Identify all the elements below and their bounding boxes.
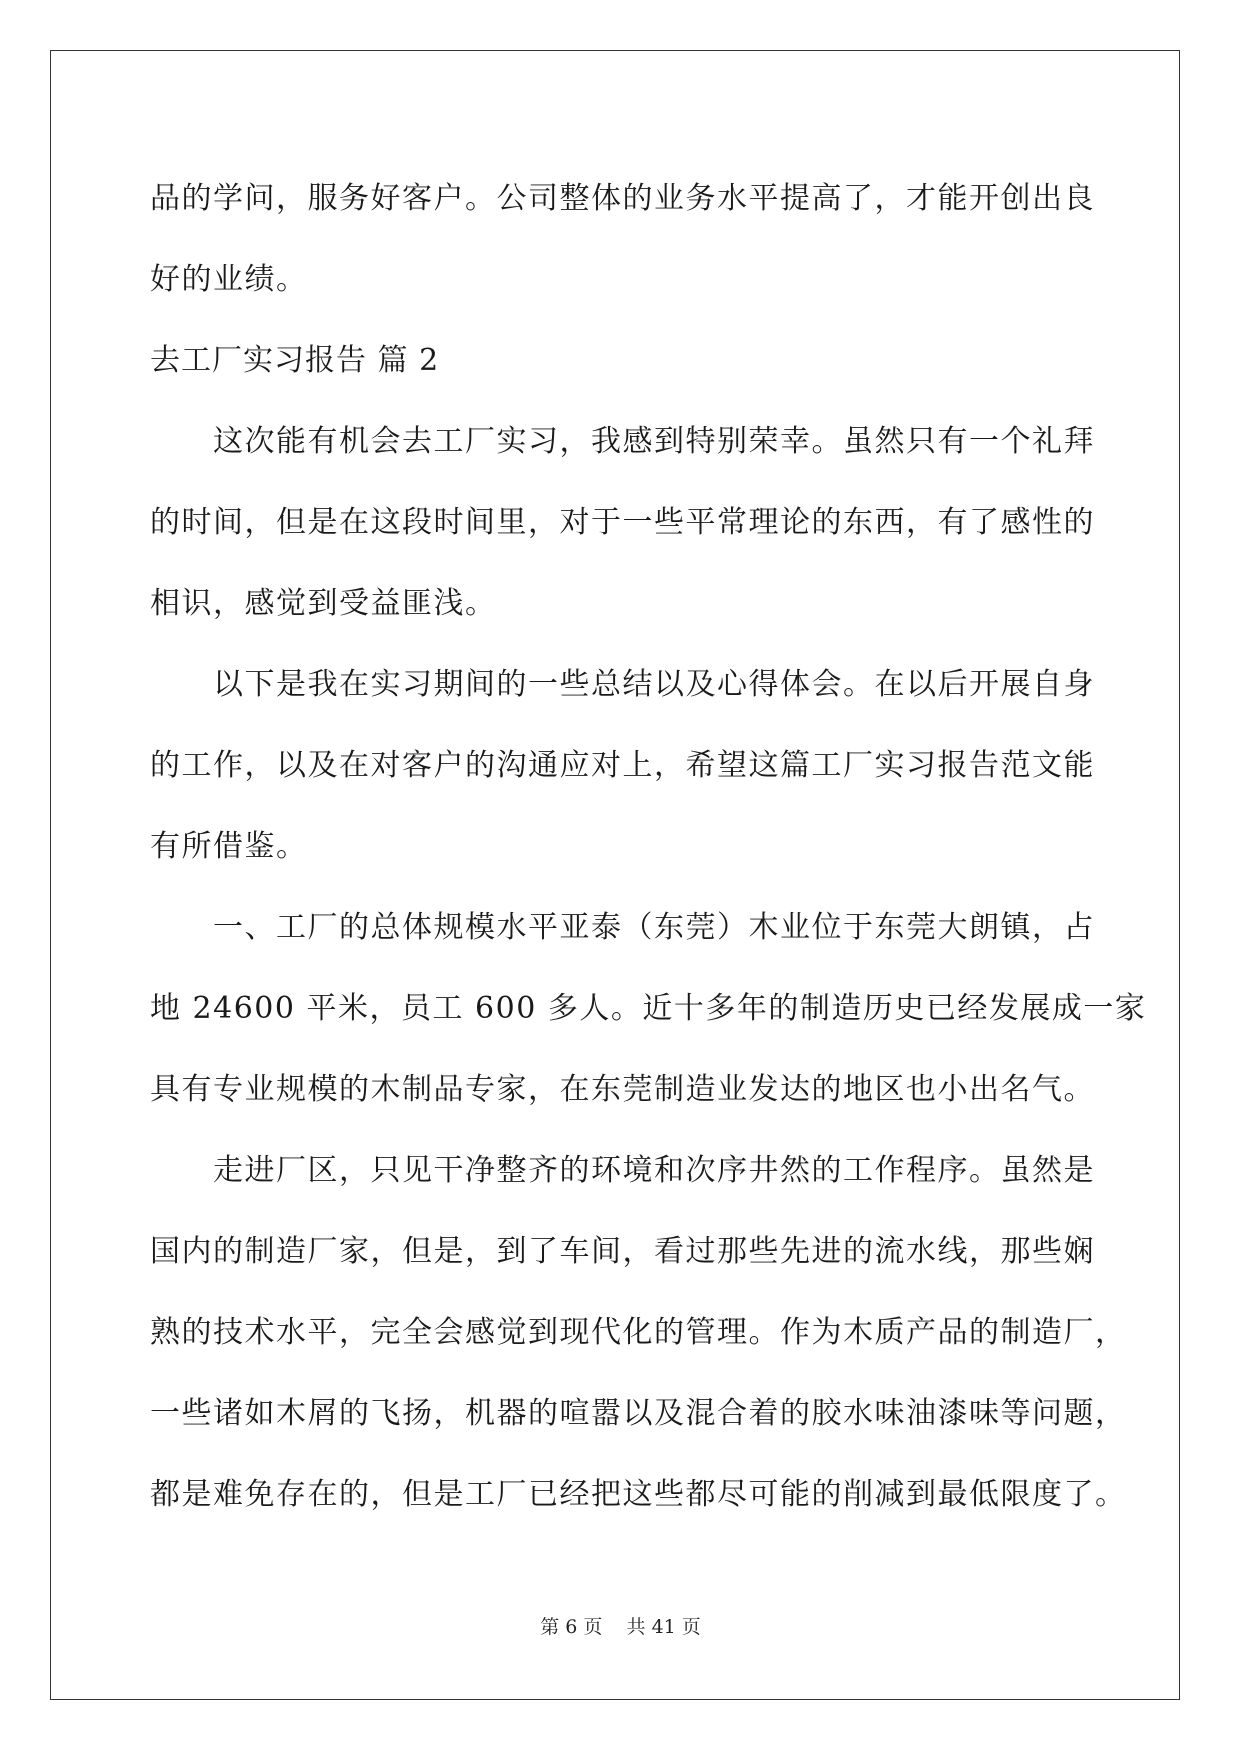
text-line: 一些诸如木屑的飞扬，机器的喧嚣以及混合着的胶水味油漆味等问题， — [150, 1396, 1127, 1431]
text-line: 熟的技术水平，完全会感觉到现代化的管理。作为木质产品的制造厂， — [150, 1315, 1127, 1350]
text-line: 地 24600 平米，员工 600 多人。近十多年的制造历史已经发展成一家 — [150, 991, 1147, 1026]
text-line: 有所借鉴。 — [150, 829, 308, 864]
page-number: 第 6 页 — [540, 1616, 603, 1638]
text-line: 都是难免存在的，但是工厂已经把这些都尽可能的削减到最低限度了。 — [150, 1477, 1127, 1512]
text-line: 的时间，但是在这段时间里，对于一些平常理论的东西，有了感性的 — [150, 505, 1095, 540]
paragraph-first-line: 一、工厂的总体规模水平亚泰（东莞）木业位于东莞大朗镇，占 — [213, 910, 1095, 945]
paragraph-first-line: 走进厂区，只见干净整齐的环境和次序井然的工作程序。虽然是 — [213, 1153, 1095, 1188]
paragraph-first-line: 这次能有机会去工厂实习，我感到特别荣幸。虽然只有一个礼拜 — [213, 424, 1095, 459]
text-line: 国内的制造厂家，但是，到了车间，看过那些先进的流水线，那些娴 — [150, 1234, 1095, 1269]
page-footer — [0, 1612, 1241, 1639]
section-heading: 去工厂实习报告 篇 2 — [150, 343, 440, 378]
text-line: 具有专业规模的木制品专家，在东莞制造业发达的地区也小出名气。 — [150, 1072, 1095, 1107]
document-body — [150, 158, 1147, 1535]
text-line: 好的业绩。 — [150, 262, 308, 297]
paragraph-first-line: 以下是我在实习期间的一些总结以及心得体会。在以后开展自身 — [213, 667, 1095, 702]
page-total: 共 41 页 — [626, 1616, 701, 1638]
text-line: 的工作，以及在对客户的沟通应对上，希望这篇工厂实习报告范文能 — [150, 748, 1095, 783]
text-line: 品的学问，服务好客户。公司整体的业务水平提高了，才能开创出良 — [150, 181, 1095, 216]
text-line: 相识，感觉到受益匪浅。 — [150, 586, 497, 621]
